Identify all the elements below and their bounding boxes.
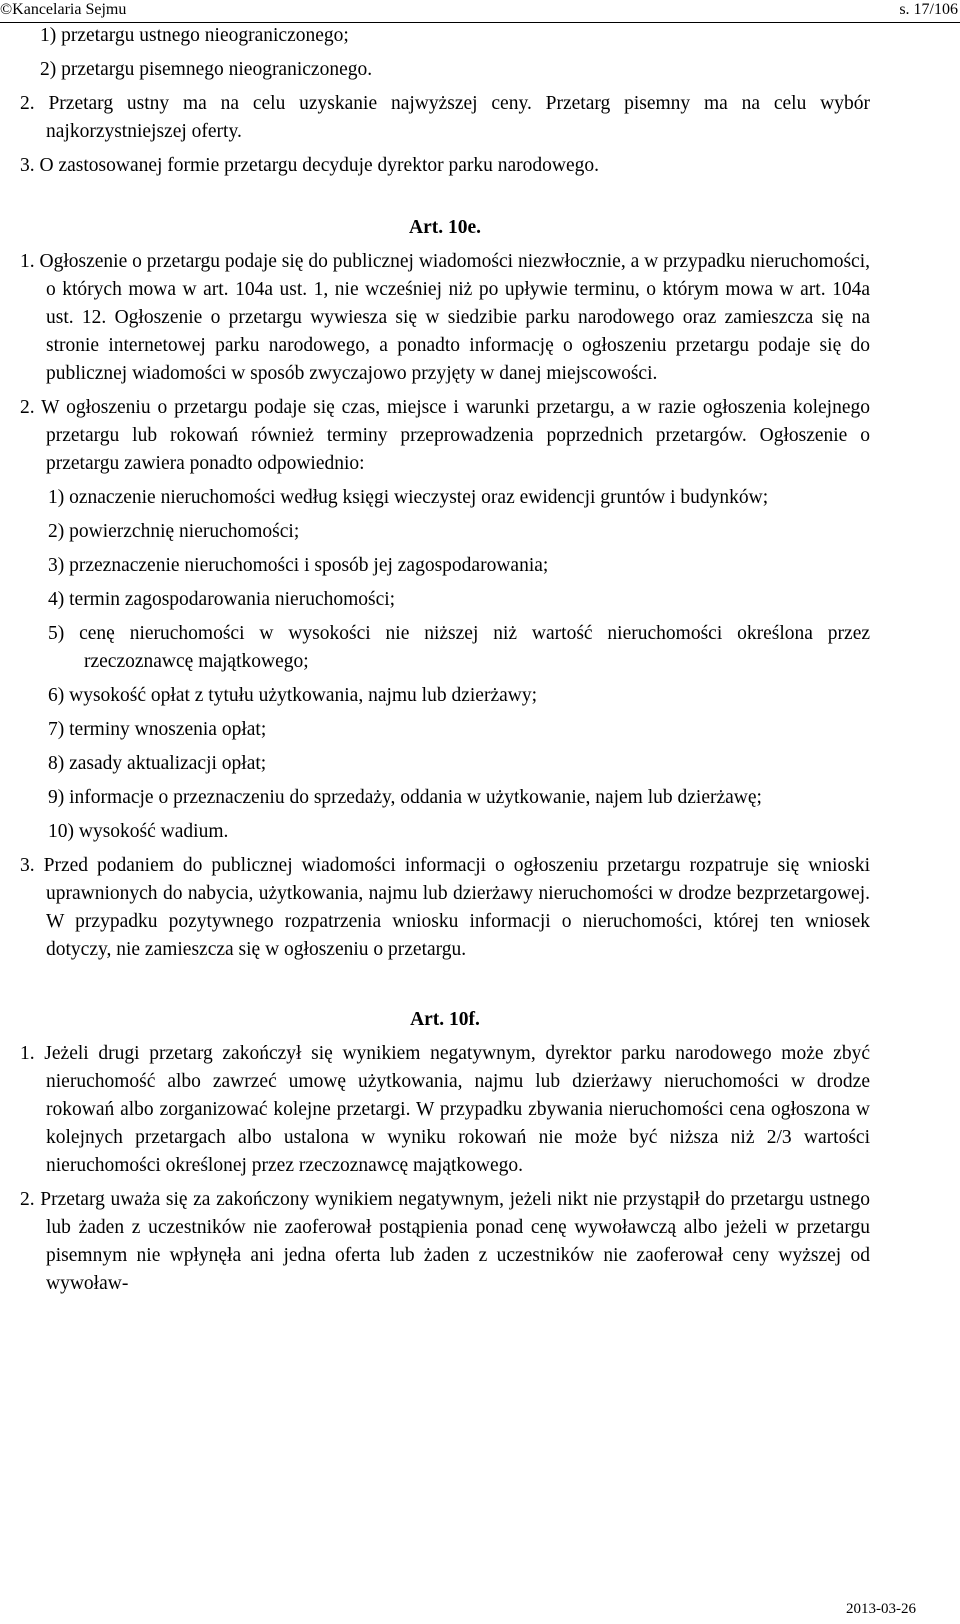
list-item: 10) wysokość wadium. <box>48 821 229 842</box>
article-heading: Art. 10f. <box>410 1009 480 1030</box>
paragraph: 3. O zastosowanej formie przetargu decyduje dyrektor parku narodowego. <box>20 155 600 176</box>
list-item: 2) przetargu pisemnego nieograniczonego. <box>40 59 373 80</box>
page-header <box>0 0 960 23</box>
paragraph: 3. Przed podaniem do publicznej wiadomości informacji o ogłoszeniu przetargu rozpatruje się wnioski uprawnionych do nabycia, użytkowania, najmu lub dzierżawy nieruchomości w drodze bezprzetargowej. W przypadku pozytywnego rozpatrzenia wniosku informacji o nieruchomości, której ten wniosek dotyczy, nie zamieszcza się w ogłoszeniu o przetargu. <box>20 855 870 960</box>
list-item: 8) zasady aktualizacji opłat; <box>48 753 267 774</box>
list-item: 2) powierzchnię nieruchomości; <box>48 521 300 542</box>
paragraph: 2. Przetarg ustny ma na celu uzyskanie najwyższej ceny. Przetarg pisemny ma na celu wybór najkorzystniejszej oferty. <box>20 93 870 142</box>
list-item: 1) oznaczenie nieruchomości według księgi wieczystej oraz ewidencji gruntów i budynków; <box>48 487 769 508</box>
page-number: s. 17/106 <box>899 1 958 18</box>
list-item: 3) przeznaczenie nieruchomości i sposób jej zagospodarowania; <box>48 555 549 576</box>
list-item: 7) terminy wnoszenia opłat; <box>48 719 267 740</box>
paragraph: 1. Jeżeli drugi przetarg zakończył się wynikiem negatywnym, dyrektor parku narodowego może zbyć nieruchomość albo zawrzeć umowę użytkowania, najmu lub dzierżawy nieruchomości w drodze rokowań albo zorganizować kolejne przetargi. W przypadku zbywania nieruchomości cena ogłoszona w kolejnych przetargach albo ustalona w wyniku rokowań nie może być niższa niż 2/3 wartości nieruchomości określonej przez rzeczoznawcę majątkowego. <box>20 1043 870 1176</box>
footer-date: 2013-03-26 <box>846 1601 916 1617</box>
list-item: 5) cenę nieruchomości w wysokości nie niższej niż wartość nieruchomości określona przez rzeczoznawcę majątkowego; <box>48 623 870 672</box>
article-heading: Art. 10e. <box>408 217 481 238</box>
list-item: 1) przetargu ustnego nieograniczonego; <box>40 25 349 46</box>
copyright-label: ©Kancelaria Sejmu <box>0 1 127 18</box>
paragraph: 2. Przetarg uważa się za zakończony wynikiem negatywnym, jeżeli nikt nie przystąpił do przetargu ustnego lub żaden z uczestników nie zaoferował postąpienia ponad cenę wywoławczą albo jeżeli w przetargu pisemnym nie wpłynęła ani jedna oferta lub żaden z uczestników nie zaoferował ceny wyższej od wywoław- <box>20 1189 870 1294</box>
document-body <box>20 22 870 1298</box>
paragraph: 1. Ogłoszenie o przetargu podaje się do publicznej wiadomości niezwłocznie, a w przypadku nieruchomości, o których mowa w art. 104a ust. 1, nie wcześniej niż po upływie terminu, o którym mowa w art. 104a ust. 12. Ogłoszenie o przetargu wywiesza się w siedzibie parku narodowego oraz zamieszcza się na stronie internetowej parku narodowego, a ponadto informację o ogłoszeniu przetargu podaje się do publicznej wiadomości w sposób zwyczajowo przyjęty w danej miejscowości. <box>20 251 870 384</box>
enumeration-list <box>20 484 870 846</box>
paragraph: 2. W ogłoszeniu o przetargu podaje się czas, miejsce i warunki przetargu, a w razie ogłoszenia kolejnego przetargu lub rokowań również terminy przeprowadzenia poprzednich przetargów. Ogłoszenie o przetargu zawiera ponadto odpowiednio: <box>20 397 870 474</box>
list-item: 4) termin zagospodarowania nieruchomości; <box>48 589 396 610</box>
list-item: 6) wysokość opłat z tytułu użytkowania, najmu lub dzierżawy; <box>48 685 538 706</box>
list-item: 9) informacje o przeznaczeniu do sprzedaży, oddania w użytkowanie, najem lub dzierżawę; <box>48 787 762 808</box>
